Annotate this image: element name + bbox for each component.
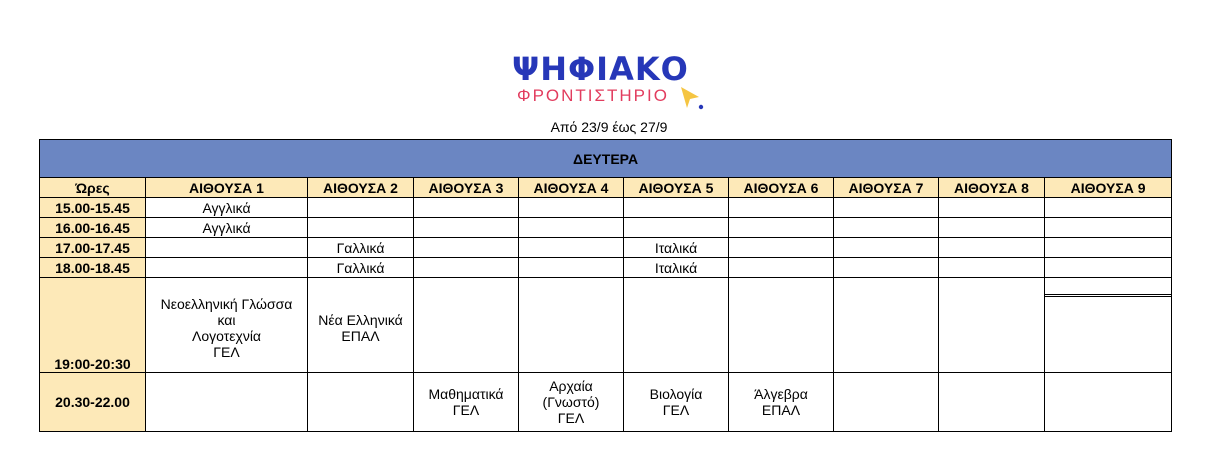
table-row (40, 373, 1172, 432)
table-cell: Νεοελληνική Γλώσσα και Λογοτεχνία ΓΕΛ (146, 278, 308, 373)
table-cell (146, 258, 308, 278)
table-cell (1045, 373, 1172, 432)
table-row (40, 218, 1172, 238)
time-cell: 15.00-15.45 (40, 198, 146, 218)
table-cell (834, 198, 939, 218)
table-cell (308, 373, 414, 432)
table-cell (519, 218, 624, 238)
column-header-room-9: ΑΙΘΟΥΣΑ 9 (1045, 178, 1172, 198)
time-cell: 19:00-20:30 (40, 278, 146, 373)
table-cell (308, 218, 414, 238)
schedule-table (39, 139, 1172, 432)
logo (512, 52, 712, 114)
table-cell (1045, 198, 1172, 218)
table-cell (834, 258, 939, 278)
cell-divider (1045, 294, 1171, 295)
table-row (40, 198, 1172, 218)
table-cell (1045, 218, 1172, 238)
time-cell: 18.00-18.45 (40, 258, 146, 278)
table-cell (414, 238, 519, 258)
table-cell (414, 198, 519, 218)
table-cell (729, 278, 834, 373)
column-header-room-8: ΑΙΘΟΥΣΑ 8 (939, 178, 1045, 198)
table-cell: Αρχαία (Γνωστό) ΓΕΛ (519, 373, 624, 432)
table-cell (414, 218, 519, 238)
table-cell (939, 258, 1045, 278)
column-header-room-1: ΑΙΘΟΥΣΑ 1 (146, 178, 308, 198)
column-header-room-6: ΑΙΘΟΥΣΑ 6 (729, 178, 834, 198)
table-cell (729, 258, 834, 278)
table-cell: Αγγλικά (146, 218, 308, 238)
table-row (40, 238, 1172, 258)
table-cell (1045, 258, 1172, 278)
table-cell (939, 373, 1045, 432)
table-cell (729, 198, 834, 218)
table-cell (729, 218, 834, 238)
table-cell: Νέα Ελληνικά ΕΠΑΛ (308, 278, 414, 373)
day-header: ΔΕΥΤΕΡΑ (40, 140, 1172, 178)
table-row (40, 258, 1172, 278)
date-range: Από 23/9 έως 27/9 (550, 119, 668, 135)
time-cell: 16.00-16.45 (40, 218, 146, 238)
table-cell (624, 198, 729, 218)
table-cell (519, 238, 624, 258)
table-cell (1045, 238, 1172, 258)
table-row (40, 278, 1172, 373)
column-header-room-3: ΑΙΘΟΥΣΑ 3 (414, 178, 519, 198)
table-cell (729, 238, 834, 258)
column-header-room-2: ΑΙΘΟΥΣΑ 2 (308, 178, 414, 198)
table-cell: Ιταλικά (624, 238, 729, 258)
logo-title: ΨΗΦΙΑΚΟ (512, 50, 689, 88)
table-cell: Βιολογία ΓΕΛ (624, 373, 729, 432)
table-cell (308, 198, 414, 218)
cell-divider (1045, 296, 1171, 297)
table-cell (519, 258, 624, 278)
table-cell: Μαθηματικά ΓΕΛ (414, 373, 519, 432)
table-cell (624, 278, 729, 373)
column-header-room-5: ΑΙΘΟΥΣΑ 5 (624, 178, 729, 198)
column-header-room-4: ΑΙΘΟΥΣΑ 4 (519, 178, 624, 198)
table-cell (146, 238, 308, 258)
cursor-arrow-icon (679, 85, 705, 111)
time-cell: 17.00-17.45 (40, 238, 146, 258)
column-header-row (40, 178, 1172, 198)
table-cell (834, 373, 939, 432)
table-cell: Γαλλικά (308, 238, 414, 258)
table-cell (414, 258, 519, 278)
table-cell (519, 198, 624, 218)
table-cell (414, 278, 519, 373)
table-cell: Ιταλικά (624, 258, 729, 278)
table-cell (519, 278, 624, 373)
table-cell (834, 278, 939, 373)
table-cell (939, 198, 1045, 218)
table-cell: Άλγεβρα ΕΠΑΛ (729, 373, 834, 432)
logo-subtitle: ΦΡΟΝΤΙΣΤΗΡΙΟ (517, 86, 669, 105)
column-header-room-7: ΑΙΘΟΥΣΑ 7 (834, 178, 939, 198)
table-cell (146, 373, 308, 432)
table-cell (624, 218, 729, 238)
table-cell (834, 238, 939, 258)
table-cell (939, 238, 1045, 258)
time-cell: 20.30-22.00 (40, 373, 146, 432)
table-cell: Αγγλικά (146, 198, 308, 218)
column-header-hours: Ώρες (40, 178, 146, 198)
table-cell (834, 218, 939, 238)
table-cell: Γαλλικά (308, 258, 414, 278)
table-cell (1045, 278, 1172, 373)
table-cell (939, 278, 1045, 373)
table-cell (939, 218, 1045, 238)
